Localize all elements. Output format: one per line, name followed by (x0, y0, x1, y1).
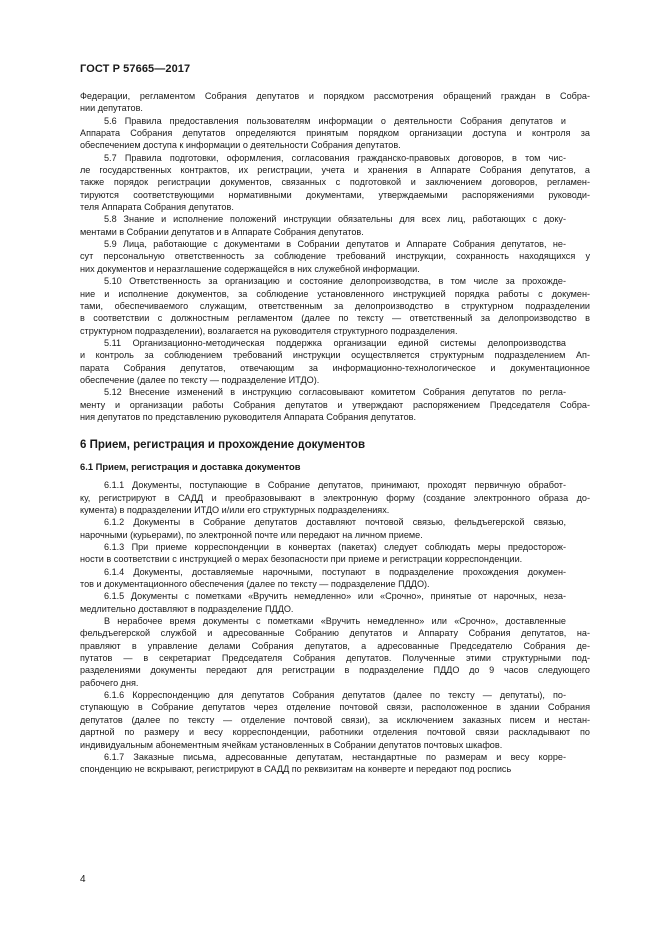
text-line: ментами в Собрании депутатов и в Аппарате Собрания депутатов. (80, 226, 364, 237)
text-line: индивидуальным абонементным ячейкам установленных в Собрании депутатов почтовых шкафов. (80, 739, 503, 750)
text-line: 6.1.7 Заказные письма, адресованные депутатам, нестандартные по размерам и весу корре- (104, 751, 566, 762)
text-line: сут персональную ответственность за соблюдение требований инструкции, сохранность находящихся у (80, 251, 590, 262)
text-line: 6.1.5 Документы с пометками «Вручить немедленно» или «Срочно», принятые от нарочных, неза- (104, 591, 566, 602)
text-line: ния депутатов по представлению руководителя Аппарата Собрания депутатов. (80, 411, 416, 422)
text-line: менту и организации работы Собрания депутатов и утверждают распоряжением Председателя Собра- (80, 399, 590, 410)
text-line: 6.1.1 Документы, поступающие в Собрание депутатов, принимают, проходят первичную обработ- (104, 480, 566, 491)
text-line: В нерабочее время документы с пометками «Вручить немедленно» или «Срочно», доставленные (104, 616, 566, 627)
document-header: ГОСТ Р 57665—2017 (80, 63, 191, 75)
text-line: 5.7 Правила подготовки, оформления, согласования гражданско-правовых договоров, в том чис- (104, 152, 566, 163)
subsection-title: 6.1 Прием, регистрация и доставка документов (80, 461, 301, 473)
text-line: 6.1.3 При приеме корреспонденции в конвертах (пакетах) следует соблюдать меры предосторож- (104, 542, 566, 552)
text-line: медлительно доставляют в подразделение ПДДО. (80, 603, 294, 614)
clause-paragraph (80, 275, 590, 337)
text-line: ние и исполнение документов, за соблюдение установленного инструкцией порядка работы с докумен- (80, 288, 590, 299)
text-line: обеспечение (далее по тексту — подразделение ИТДО). (80, 374, 320, 385)
text-line: Аппарата Собрания депутатов определяются принятым порядком организации доступа и контроля за (80, 128, 590, 139)
text-line: кумента) в подразделении ИТДО и/или его структурных подразделениях. (80, 504, 390, 515)
text-line: 5.9 Лица, работающие с документами в Собрании депутатов и Аппарате Собрания депутатов, не- (104, 239, 566, 250)
clause-paragraph (80, 337, 590, 386)
text-line: 6.1.6 Корреспонденцию для депутатов Собрания депутатов (далее по тексту — депутаты), по- (104, 690, 566, 701)
text-line: структурном подразделении), возлагается на руководителя структурного подразделения. (80, 325, 458, 336)
text-line: Федерации, регламентом Собрания депутатов и порядком рассмотрения обращений граждан в Собра- (80, 91, 590, 101)
clause-paragraph (80, 479, 590, 516)
text-line: дартной по размеру и весу корреспонденции, работники отделения почтовой связи раскладывают по (80, 727, 590, 738)
clause-paragraph (80, 590, 590, 615)
text-line: тов и документационного обеспечения (далее по тексту — подразделение ПДДО). (80, 579, 430, 590)
text-line: парата Собрания депутатов, отвечающим за информационно-технологическое и документационное (80, 362, 590, 373)
text-line: и контроль за соблюдением требований инструкции осуществляется структурным подразделением Ап- (80, 350, 590, 361)
page-number: 4 (80, 874, 86, 885)
text-line: путатов — в секретариат Председателя Собрания депутатов. Полученные этими структурными под- (80, 653, 590, 664)
text-line: 6.1.2 Документы в Собрание депутатов доставляют почтовой связью, фельдъегерской связью, (104, 517, 566, 528)
section-5-clauses (80, 115, 590, 424)
text-line: рабочего дня. (80, 677, 139, 688)
text-line: правляют в управление делами Собрания депутатов, а адресованные Председателю Собрания де- (80, 640, 590, 651)
section-title: 6 Прием, регистрация и прохождение документов (80, 439, 366, 452)
section-6-clauses (80, 479, 590, 775)
clause-paragraph (80, 689, 590, 751)
clause-paragraph (80, 213, 590, 238)
text-line: обеспечением доступа к информации о деятельности Собрания депутатов. (80, 140, 401, 151)
clause-paragraph (80, 751, 590, 776)
text-line: нарочными (курьерами), по электронной почте или передают на личном приеме. (80, 529, 423, 540)
intro-paragraph (80, 90, 590, 115)
text-line: депутатов (далее по тексту — отделение почтовой связи), за исключением заказных писем и нестан- (80, 714, 590, 725)
text-line: 6.1.4 Документы, доставляемые нарочными, поступают в подразделение прохождения докумен- (104, 566, 566, 577)
text-line: теля Аппарата Собрания депутатов. (80, 202, 234, 213)
clause-paragraph (80, 541, 590, 566)
text-line: нии депутатов. (80, 103, 143, 114)
clause-paragraph (80, 516, 590, 541)
clause-paragraph (80, 238, 590, 275)
text-line: них документов и неразглашение содержащейся в них служебной информации. (80, 263, 420, 274)
document-body (80, 90, 590, 776)
clause-paragraph (80, 386, 590, 423)
text-line: также порядок регистрации документов, связанных с подготовкой и заключением договоров, регламен- (80, 177, 590, 188)
text-line: фельдъегерской службой и адресованные Собранию депутатов и Аппарату Собрания депутатов, на- (80, 628, 590, 639)
clause-paragraph (80, 566, 590, 591)
text-line: спонденцию не вскрывают, регистрируют в САДД по реквизитам на конверте и передают под роспись (80, 764, 512, 775)
clause-paragraph (80, 152, 590, 214)
text-line: тами, обеспечиваемого служащим, ответственным за делопроизводство в структурном подразделении (80, 300, 590, 311)
text-line: тируются соответствующими нормативными документами, утверждаемыми распоряжениями руководи- (80, 189, 590, 200)
clause-paragraph (80, 115, 590, 152)
text-line: ку, регистрируют в САДД и преобразовывают в электронную форму (создание электронного образа до- (80, 492, 590, 503)
text-line: в соответствии с должностным регламентом (далее по тексту — ответственный за делопроизводство в (80, 313, 590, 324)
text-line: ступающую в Собрание депутатов через отделение почтовой связи, расположенное в здании Собрания (80, 702, 590, 713)
text-line: ле государственных контрактов, их регистрации, учета и хранения в Аппарате Собрания депутатов, а (80, 165, 590, 176)
text-line: 5.6 Правила предоставления пользователям информации о деятельности Собрания депутатов и (104, 115, 566, 126)
text-line: ности в соответствии с инструкцией о мерах безопасности при приеме и регистрации корреспонденции. (80, 554, 523, 565)
clause-paragraph (80, 615, 590, 689)
text-line: 5.11 Организационно-методическая поддержка организации единой системы делопроизводства (104, 337, 566, 348)
text-line: 5.8 Знание и исполнение положений инструкции обязательны для всех лиц, работающих с доку- (104, 214, 566, 225)
text-line: разделениями документы передают для регистрации в подразделение ПДДО до 9 часов следующего (80, 665, 590, 676)
text-line: 5.10 Ответственность за организацию и состояние делопроизводства, в том числе за прохожде- (104, 276, 566, 287)
text-line: 5.12 Внесение изменений в инструкцию согласовывают комитетом Собрания депутатов по регла- (104, 387, 566, 398)
